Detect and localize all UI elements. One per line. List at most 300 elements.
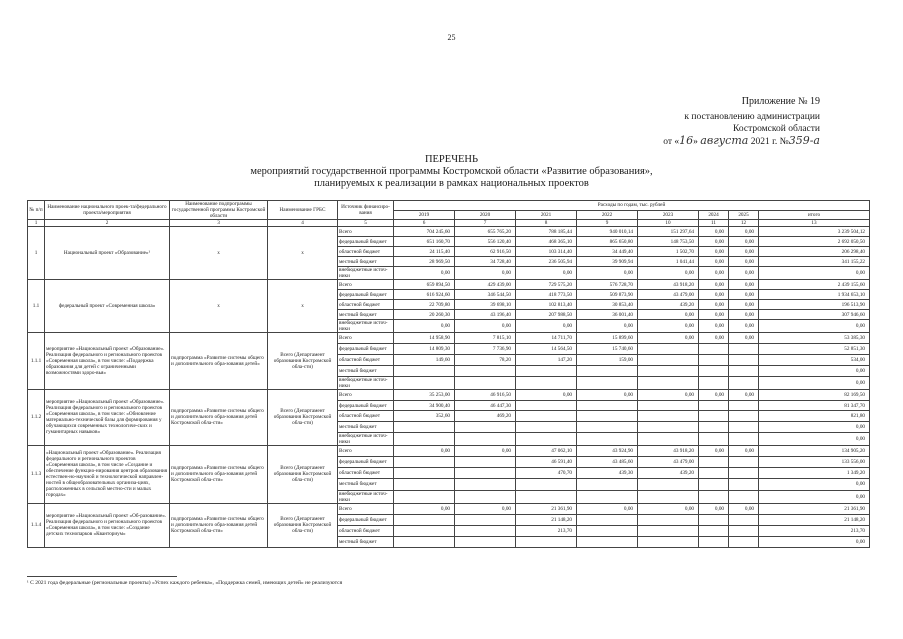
- table-row: [28, 445, 870, 456]
- value-cell: 0,00: [516, 267, 577, 280]
- total-cell: 307 946,60: [759, 310, 870, 320]
- title-line-3: планируемых к реализации в рамках национальных проектов: [314, 178, 589, 189]
- value-cell: 1 041,44: [638, 257, 699, 267]
- index-cell: 3: [170, 220, 268, 227]
- measure-name: мероприятие «Национальный проект «Об-разование». Реализация федерального и регионального проектов «Современная школа», в том числе: «Создание детских технопарков «Кванториум»: [45, 503, 170, 547]
- value-cell: 0,00: [638, 320, 699, 333]
- total-cell: 0,00: [759, 479, 870, 490]
- total-cell: 341 155,22: [759, 257, 870, 267]
- header-year: 2019: [394, 210, 455, 220]
- funding-source: местный бюджет: [338, 479, 394, 490]
- total-cell: 213,70: [759, 525, 870, 536]
- value-cell: 346 544,50: [455, 290, 516, 300]
- value-cell: [455, 366, 516, 377]
- page-number: 25: [447, 33, 456, 42]
- value-cell: 0,00: [699, 390, 729, 401]
- value-cell: 1 502,70: [638, 247, 699, 257]
- value-cell: 207 988,50: [516, 310, 577, 320]
- value-cell: 0,00: [638, 503, 699, 514]
- value-cell: [729, 514, 759, 525]
- value-cell: 0,00: [729, 257, 759, 267]
- table-row: [28, 390, 870, 401]
- value-cell: [729, 490, 759, 503]
- funding-source: местный бюджет: [338, 366, 394, 377]
- value-cell: [455, 514, 516, 525]
- value-cell: 0,00: [729, 247, 759, 257]
- header-year: итого: [759, 210, 870, 220]
- value-cell: [699, 422, 729, 433]
- value-cell: [638, 514, 699, 525]
- header-year: 2022: [577, 210, 638, 220]
- funding-source: внебюджетные источ-ники: [338, 267, 394, 280]
- value-cell: [455, 377, 516, 390]
- value-cell: [455, 468, 516, 479]
- decree-prefix: от «: [663, 137, 680, 147]
- value-cell: [394, 536, 455, 547]
- measures-table: [27, 200, 870, 548]
- value-cell: 788 185,44: [516, 227, 577, 237]
- row-number: 1.1.4: [28, 503, 45, 547]
- total-cell: 133 556,00: [759, 456, 870, 467]
- decree-day: 16: [679, 134, 694, 147]
- value-cell: 15 899,60: [577, 333, 638, 344]
- value-cell: [729, 468, 759, 479]
- value-cell: 0,00: [729, 445, 759, 456]
- funding-source: внебюджетные источ-ники: [338, 490, 394, 503]
- value-cell: 0,00: [729, 300, 759, 310]
- value-cell: [577, 490, 638, 503]
- value-cell: [729, 479, 759, 490]
- value-cell: 418 773,50: [516, 290, 577, 300]
- funding-source: Всего: [338, 227, 394, 237]
- value-cell: [577, 479, 638, 490]
- index-cell: 10: [638, 220, 699, 227]
- value-cell: [638, 479, 699, 490]
- value-cell: [699, 490, 729, 503]
- value-cell: [638, 411, 699, 422]
- funding-source: федеральный бюджет: [338, 400, 394, 411]
- funding-source: областной бюджет: [338, 355, 394, 366]
- value-cell: 0,00: [699, 320, 729, 333]
- total-cell: 2 439 155,60: [759, 280, 870, 290]
- value-cell: 0,00: [455, 503, 516, 514]
- value-cell: 0,00: [729, 310, 759, 320]
- value-cell: [394, 490, 455, 503]
- value-cell: [516, 536, 577, 547]
- value-cell: [577, 536, 638, 547]
- grbs-name: Всего (Департамент образования Костромской обла-сти): [268, 390, 338, 446]
- value-cell: [516, 377, 577, 390]
- total-cell: 0,00: [759, 432, 870, 445]
- value-cell: [699, 479, 729, 490]
- value-cell: 35 253,00: [394, 390, 455, 401]
- value-cell: [394, 422, 455, 433]
- total-cell: 53 385,30: [759, 333, 870, 344]
- value-cell: 28 969,50: [394, 257, 455, 267]
- value-cell: [729, 432, 759, 445]
- index-row: [28, 220, 870, 227]
- value-cell: 616 924,60: [394, 290, 455, 300]
- value-cell: 148 753,50: [638, 237, 699, 247]
- row-number: 1.1.2: [28, 390, 45, 446]
- index-cell: 5: [338, 220, 394, 227]
- value-cell: 0,00: [729, 290, 759, 300]
- value-cell: [699, 468, 729, 479]
- total-cell: 534,00: [759, 355, 870, 366]
- value-cell: [577, 400, 638, 411]
- total-cell: 0,00: [759, 267, 870, 280]
- value-cell: 352,60: [394, 411, 455, 422]
- subprogram-name: подпрограмма «Развитие системы общего и дополнительного обра-зования детей Костромской обла-сти»: [170, 445, 268, 503]
- value-cell: [699, 456, 729, 467]
- value-cell: 0,00: [577, 267, 638, 280]
- value-cell: [394, 377, 455, 390]
- value-cell: 151 297,64: [638, 227, 699, 237]
- value-cell: 470,70: [516, 468, 577, 479]
- subprogram-name: х: [170, 227, 268, 280]
- value-cell: 0,00: [699, 310, 729, 320]
- value-cell: 43 196,40: [455, 310, 516, 320]
- value-cell: [729, 344, 759, 355]
- value-cell: [729, 525, 759, 536]
- value-cell: [638, 344, 699, 355]
- total-cell: 81 347,70: [759, 400, 870, 411]
- value-cell: 704 245,60: [394, 227, 455, 237]
- value-cell: 14 711,70: [516, 333, 577, 344]
- value-cell: 0,00: [394, 267, 455, 280]
- value-cell: 0,00: [699, 237, 729, 247]
- value-cell: [729, 422, 759, 433]
- value-cell: [516, 490, 577, 503]
- value-cell: [394, 525, 455, 536]
- value-cell: [455, 422, 516, 433]
- value-cell: [516, 422, 577, 433]
- grbs-name: Всего (Департамент образования Костромской обла-сти): [268, 445, 338, 503]
- value-cell: 236 505,94: [516, 257, 577, 267]
- value-cell: [394, 468, 455, 479]
- value-cell: [577, 377, 638, 390]
- value-cell: 429 439,00: [455, 280, 516, 290]
- value-cell: [729, 366, 759, 377]
- value-cell: 0,00: [729, 237, 759, 247]
- value-cell: 0,00: [638, 390, 699, 401]
- funding-source: местный бюджет: [338, 536, 394, 547]
- measure-name: мероприятие «Национальный проект «Образование». Реализация федерального и регионального проектов «Современная школа», в том числе: «Обновление материально-технической базы для формирования у обучающихся современных технологиче-ских и гуманитарных навыков»: [45, 390, 170, 446]
- value-cell: 14 564,50: [516, 344, 577, 355]
- value-cell: 0,00: [699, 257, 729, 267]
- value-cell: [577, 514, 638, 525]
- table-row: [28, 280, 870, 290]
- funding-source: Всего: [338, 390, 394, 401]
- total-cell: 0,00: [759, 422, 870, 433]
- decree-line-3: [600, 135, 820, 148]
- header-year: 2021: [516, 210, 577, 220]
- value-cell: 14 809,30: [394, 344, 455, 355]
- value-cell: 0,00: [699, 445, 729, 456]
- funding-source: федеральный бюджет: [338, 237, 394, 247]
- value-cell: 0,00: [394, 503, 455, 514]
- measure-name: мероприятие «Национальный проект «Образование». Реализация федерального и регионального проектов «Современная школа», в том числе: «Поддержка образования для детей с ограниченными возможностями здоро-вья»: [45, 333, 170, 390]
- table-row: [28, 503, 870, 514]
- decree-reference: [600, 98, 820, 148]
- subprogram-name: подпрограмма «Развитие системы общего и дополнительного обра-зования детей Костромской обла-сти»: [170, 503, 268, 547]
- value-cell: 439,20: [638, 468, 699, 479]
- value-cell: 149,60: [394, 355, 455, 366]
- value-cell: [577, 525, 638, 536]
- footnote-divider: [27, 576, 177, 577]
- value-cell: 103 314,40: [516, 247, 577, 257]
- value-cell: 21 361,90: [516, 503, 577, 514]
- funding-source: Всего: [338, 280, 394, 290]
- value-cell: [729, 456, 759, 467]
- value-cell: [699, 400, 729, 411]
- value-cell: 509 873,90: [577, 290, 638, 300]
- grbs-name: Всего (Департамент образования Костромской обла-сти): [268, 503, 338, 547]
- decree-month: августа: [700, 134, 749, 147]
- value-cell: 22 709,80: [394, 300, 455, 310]
- value-cell: [455, 525, 516, 536]
- value-cell: [577, 422, 638, 433]
- value-cell: [638, 490, 699, 503]
- value-cell: [577, 411, 638, 422]
- value-cell: [394, 432, 455, 445]
- funding-source: областной бюджет: [338, 525, 394, 536]
- decree-line-2: Костромской области: [733, 124, 820, 134]
- value-cell: [638, 422, 699, 433]
- total-cell: 0,00: [759, 377, 870, 390]
- value-cell: [729, 411, 759, 422]
- total-cell: 821,80: [759, 411, 870, 422]
- value-cell: 43 479,00: [638, 290, 699, 300]
- total-cell: 1 934 653,10: [759, 290, 870, 300]
- value-cell: 0,00: [699, 503, 729, 514]
- value-cell: 0,00: [729, 280, 759, 290]
- index-cell: 13: [759, 220, 870, 227]
- index-cell: 7: [455, 220, 516, 227]
- subprogram-name: х: [170, 280, 268, 333]
- value-cell: [516, 366, 577, 377]
- decree-mid: »: [693, 137, 698, 147]
- value-cell: 43 918,20: [638, 445, 699, 456]
- value-cell: [455, 432, 516, 445]
- grbs-name: х: [268, 280, 338, 333]
- header-num: № п/п: [28, 201, 45, 220]
- value-cell: [729, 400, 759, 411]
- header-year: 2025: [729, 210, 759, 220]
- total-cell: 0,00: [759, 366, 870, 377]
- total-cell: 2 692 050,50: [759, 237, 870, 247]
- funding-source: местный бюджет: [338, 422, 394, 433]
- funding-source: внебюджетные источ-ники: [338, 320, 394, 333]
- value-cell: 43 918,20: [638, 280, 699, 290]
- value-cell: 468 365,10: [516, 237, 577, 247]
- value-cell: 47 062,10: [516, 445, 577, 456]
- appendix-label: Приложение № 19: [741, 96, 820, 107]
- funding-source: областной бюджет: [338, 300, 394, 310]
- header-grbs: Наименование ГРБС: [268, 201, 338, 220]
- value-cell: [699, 355, 729, 366]
- row-number: 1: [28, 227, 45, 280]
- total-cell: 0,00: [759, 536, 870, 547]
- value-cell: [394, 456, 455, 467]
- funding-source: областной бюджет: [338, 411, 394, 422]
- value-cell: [638, 400, 699, 411]
- index-cell: 9: [577, 220, 638, 227]
- value-cell: 0,00: [699, 290, 729, 300]
- index-cell: 1: [28, 220, 45, 227]
- value-cell: 0,00: [577, 320, 638, 333]
- value-cell: [516, 411, 577, 422]
- value-cell: 0,00: [638, 310, 699, 320]
- header-expenses: Расходы по годам, тыс. рублей: [394, 201, 870, 211]
- value-cell: 43 479,00: [638, 456, 699, 467]
- value-cell: [638, 525, 699, 536]
- title-line-1: ПЕРЕЧЕНЬ: [424, 154, 479, 165]
- value-cell: 0,00: [455, 445, 516, 456]
- value-cell: [638, 377, 699, 390]
- value-cell: 7 736,90: [455, 344, 516, 355]
- value-cell: 30 853,40: [577, 300, 638, 310]
- value-cell: [455, 479, 516, 490]
- funding-source: Всего: [338, 333, 394, 344]
- table-row: [28, 333, 870, 344]
- value-cell: 0,00: [455, 320, 516, 333]
- subprogram-name: подпрограмма «Развитие системы общего и дополнительного обра-зования детей Костромской обла-сти»: [170, 390, 268, 446]
- value-cell: [699, 536, 729, 547]
- value-cell: [729, 536, 759, 547]
- index-cell: 4: [268, 220, 338, 227]
- value-cell: 43 485,60: [577, 456, 638, 467]
- value-cell: 159,00: [577, 355, 638, 366]
- funding-source: федеральный бюджет: [338, 514, 394, 525]
- total-cell: 82 169,50: [759, 390, 870, 401]
- value-cell: 213,70: [516, 525, 577, 536]
- funding-source: областной бюджет: [338, 468, 394, 479]
- index-cell: 6: [394, 220, 455, 227]
- value-cell: 0,00: [729, 503, 759, 514]
- value-cell: [516, 432, 577, 445]
- row-number: 1.1.3: [28, 445, 45, 503]
- value-cell: 0,00: [394, 445, 455, 456]
- grbs-name: х: [268, 227, 338, 280]
- value-cell: 147,20: [516, 355, 577, 366]
- value-cell: 39 909,94: [577, 257, 638, 267]
- value-cell: 34 728,40: [455, 257, 516, 267]
- funding-source: местный бюджет: [338, 257, 394, 267]
- value-cell: 0,00: [729, 320, 759, 333]
- value-cell: [455, 490, 516, 503]
- measure-name: федеральный проект «Современная школа»: [45, 280, 170, 333]
- value-cell: 102 813,40: [516, 300, 577, 310]
- value-cell: [455, 536, 516, 547]
- value-cell: [394, 366, 455, 377]
- value-cell: [699, 411, 729, 422]
- funding-source: федеральный бюджет: [338, 344, 394, 355]
- value-cell: 940 010,14: [577, 227, 638, 237]
- value-cell: 439,30: [577, 468, 638, 479]
- value-cell: 43 924,90: [577, 445, 638, 456]
- value-cell: 0,00: [699, 333, 729, 344]
- value-cell: 0,00: [729, 227, 759, 237]
- value-cell: [394, 479, 455, 490]
- value-cell: [699, 514, 729, 525]
- total-cell: 21 148,20: [759, 514, 870, 525]
- value-cell: [729, 377, 759, 390]
- value-cell: [729, 355, 759, 366]
- row-number: 1.1.1: [28, 333, 45, 390]
- value-cell: [516, 479, 577, 490]
- value-cell: 0,00: [699, 267, 729, 280]
- funding-source: федеральный бюджет: [338, 456, 394, 467]
- total-cell: 196 513,90: [759, 300, 870, 310]
- value-cell: 655 765,20: [455, 227, 516, 237]
- value-cell: 0,00: [729, 267, 759, 280]
- value-cell: 36 001,40: [577, 310, 638, 320]
- index-cell: 2: [45, 220, 170, 227]
- value-cell: 14 958,90: [394, 333, 455, 344]
- value-cell: 0,00: [699, 247, 729, 257]
- value-cell: 0,00: [394, 320, 455, 333]
- total-cell: 134 905,20: [759, 445, 870, 456]
- value-cell: 0,00: [699, 300, 729, 310]
- value-cell: 20 260,30: [394, 310, 455, 320]
- total-cell: 0,00: [759, 320, 870, 333]
- value-cell: 439,20: [638, 300, 699, 310]
- value-cell: [699, 366, 729, 377]
- grbs-name: Всего (Департамент образования Костромской обла-сти): [268, 333, 338, 390]
- value-cell: 39 698,10: [455, 300, 516, 310]
- measure-name: Национальный проект «Образование»¹: [45, 227, 170, 280]
- value-cell: [638, 536, 699, 547]
- value-cell: 651 160,70: [394, 237, 455, 247]
- value-cell: 576 728,70: [577, 280, 638, 290]
- funding-source: Всего: [338, 445, 394, 456]
- value-cell: 0,00: [699, 280, 729, 290]
- total-cell: 3 239 504,12: [759, 227, 870, 237]
- funding-source: Всего: [338, 503, 394, 514]
- value-cell: [638, 355, 699, 366]
- value-cell: 865 650,80: [577, 237, 638, 247]
- value-cell: [638, 366, 699, 377]
- header-source: Источник финансиро-вания: [338, 201, 394, 220]
- decree-year: 2021 г. №: [750, 137, 789, 147]
- document-title: [0, 154, 903, 190]
- header-year: 2020: [455, 210, 516, 220]
- index-cell: 8: [516, 220, 577, 227]
- value-cell: [699, 377, 729, 390]
- funding-source: внебюджетные источ-ники: [338, 377, 394, 390]
- value-cell: [577, 432, 638, 445]
- funding-source: местный бюджет: [338, 310, 394, 320]
- header-subprogram: Наименование подпрограммы государственной программы Костромской области: [170, 201, 268, 220]
- value-cell: [638, 432, 699, 445]
- decree-line-1: к постановлению администрации: [684, 112, 820, 122]
- value-cell: 34 449,40: [577, 247, 638, 257]
- value-cell: 0,00: [516, 320, 577, 333]
- value-cell: [516, 400, 577, 411]
- value-cell: [699, 344, 729, 355]
- value-cell: 7 815,10: [455, 333, 516, 344]
- value-cell: 0,00: [638, 333, 699, 344]
- value-cell: 46 916,50: [455, 390, 516, 401]
- footnote: ¹ С 2021 года федеральные (региональные проекты) «Успех каждого ребенка», «Поддержка семей, имеющих детей» не реализуются: [27, 580, 343, 586]
- table-row: [28, 227, 870, 237]
- value-cell: 21 148,20: [516, 514, 577, 525]
- value-cell: 0,00: [699, 227, 729, 237]
- value-cell: 0,00: [729, 390, 759, 401]
- header-year: 2023: [638, 210, 699, 220]
- total-cell: 0,00: [759, 490, 870, 503]
